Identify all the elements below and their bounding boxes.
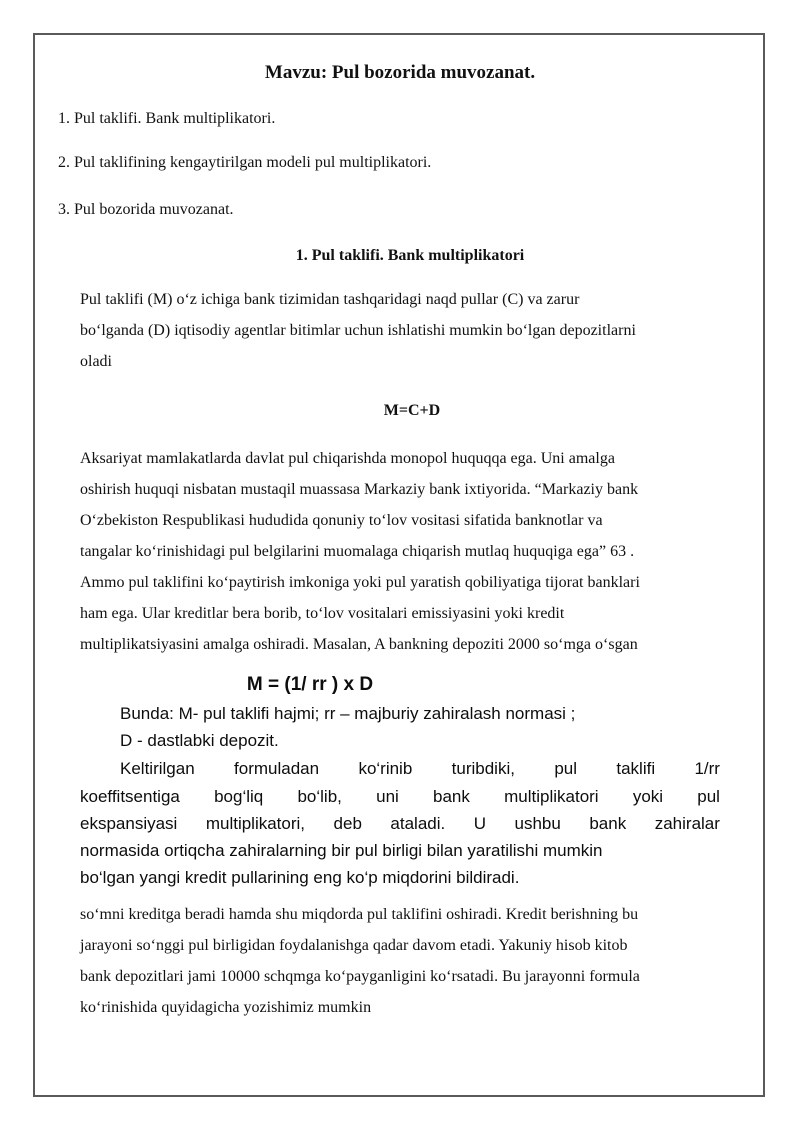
paragraph-line: Ammo pul taklifini ko‘paytirish imkoniga yoki pul yaratish qobiliyatiga tijorat banklari: [80, 574, 640, 591]
paragraph-line: oladi: [80, 353, 112, 370]
scan-line-deposit: D - dastlabki depozit.: [120, 731, 279, 750]
paragraph-line: so‘mni kreditga beradi hamda shu miqdorda pul taklifini oshiradi. Kredit berishning bu: [80, 906, 639, 923]
toc-item-3: 3. Pul bozorida muvozanat.: [58, 201, 234, 218]
section-heading: 1. Pul taklifi. Bank multiplikatori: [295, 247, 525, 264]
scan-line-definitions: Bunda: M- pul taklifi hajmi; rr – majburiy zahiralash normasi ;: [120, 704, 576, 723]
scanned-excerpt: [80, 672, 720, 894]
document-title: Mavzu: Pul bozorida muvozanat.: [264, 62, 536, 83]
paragraph-credit-process: [80, 899, 750, 1023]
paragraph-line: bo‘lganda (D) iqtisodiy agentlar bitimlar uchun ishlatishi mumkin bo‘lgan depozitlarni: [80, 322, 636, 339]
scan-line-6: normasida ortiqcha zahiralarning bir pul birligi bilan yaratilishi mumkin: [80, 841, 603, 860]
paragraph-line: ham ega. Ular kreditlar bera borib, to‘lov vositalari emissiyasini yoki kredit: [80, 605, 565, 622]
paragraph-line: oshirish huquqi nisbatan mustaqil muassasa Markaziy bank ixtiyorida. “Markaziy bank: [80, 481, 639, 498]
paragraph-line: bank depozitlari jami 10000 schqmga ko‘payganligini ko‘rsatadi. Bu jarayonni formula: [80, 968, 640, 985]
paragraph-central-bank: [80, 443, 750, 660]
paragraph-line: jarayoni so‘nggi pul birligidan foydalanishga qadar davom etadi. Yakuniy hisob kitob: [80, 937, 628, 954]
toc-item-2: 2. Pul taklifining kengaytirilgan modeli pul multiplikatori.: [58, 154, 432, 171]
paragraph-line: O‘zbekiston Respublikasi hududida qonuniy to‘lov vositasi sifatida banknotlar va: [80, 512, 603, 529]
scan-line-7: bo‘lgan yangi kredit pullarining eng ko‘p miqdorini bildiradi.: [80, 868, 520, 887]
toc-item-1: 1. Pul taklifi. Bank multiplikatori.: [58, 110, 276, 127]
paragraph-line: multiplikatsiyasini amalga oshiradi. Masalan, A bankning depoziti 2000 so‘mga o‘sgan: [80, 636, 638, 653]
paragraph-money-supply: [80, 284, 750, 377]
formula-bank-multiplier: M = (1/ rr ) x D: [246, 674, 374, 695]
scan-line-5: ekspansiyasi multiplikatori, deb ataladi. U ushbu bank zahiralar: [80, 814, 720, 833]
paragraph-line: Aksariyat mamlakatlarda davlat pul chiqarishda monopol huquqqa ega. Uni amalga: [80, 450, 615, 467]
scan-line-4: koeffitsentiga bog‘liq bo‘lib, uni bank multiplikatori yoki pul: [80, 787, 720, 806]
paragraph-line: ko‘rinishida quyidagicha yozishimiz mumkin: [80, 999, 372, 1016]
scan-line-3: Keltirilgan formuladan ko‘rinib turibdiki, pul taklifi 1/rr: [120, 759, 720, 778]
paragraph-line: Pul taklifi (M) o‘z ichiga bank tizimidan tashqaridagi naqd pullar (C) va zarur: [80, 291, 580, 308]
paragraph-line: tangalar ko‘rinishidagi pul belgilarini muomalaga chiqarish mutlaq huquqiga ega” 63 .: [80, 543, 635, 560]
formula-money-supply: M=C+D: [383, 402, 441, 419]
